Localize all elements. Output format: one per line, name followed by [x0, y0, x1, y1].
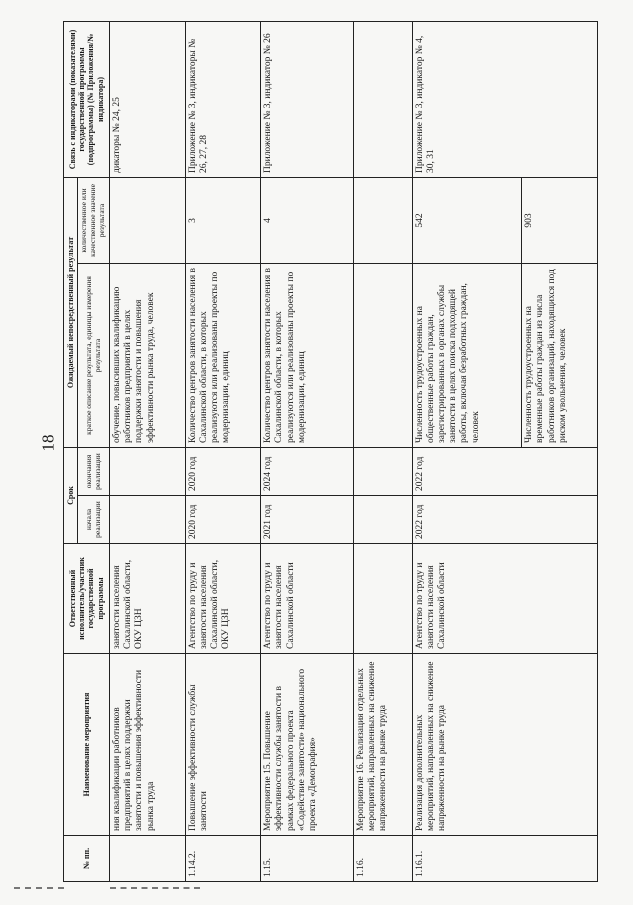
cell-no — [109, 836, 185, 882]
table-row — [185, 22, 261, 882]
cell-result-desc: Количество центров занятости населения в Сахалинской области, в которых реализуются или реализованы проекты по модернизации, единиц — [261, 264, 354, 448]
header-link: Связь с индикаторами (показателями) государственной программы (подпрограммы) (№ Приложения/№ индикатора) — [64, 22, 110, 178]
header-responsible: Ответственный исполнитель/участник государственной программы — [64, 544, 110, 654]
cell-responsible: занятости населения Сахалинской области, ОКУ ЦЗН — [109, 544, 185, 654]
cell-start — [109, 496, 185, 544]
cell-link: Приложение № 3, индикаторы № 26, 27, 28 — [185, 22, 261, 178]
header-no: № пп. — [64, 836, 110, 882]
header-name: Наименование мероприятия — [64, 654, 110, 836]
cell-name: Реализация дополнительных мероприятий, направленных на снижение напряженности на рынке труда — [412, 654, 597, 836]
cell-start — [353, 496, 412, 544]
cell-result-desc: Численность трудоустроенных на временные работы граждан из числа работников организаций, находящихся под риском увольнения, человек — [522, 264, 598, 448]
cell-responsible — [353, 544, 412, 654]
cell-no: 1.14.2. — [185, 836, 261, 882]
cell-end: 2024 год — [261, 448, 354, 496]
cell-name: Повышение эффективности службы занятости — [185, 654, 261, 836]
cell-result-desc: Численность трудоустроенных на общественные работы граждан, зарегистрированных в органах службы занятости в целях поиска подходящей работы, включая безработных граждан, человек — [412, 264, 522, 448]
cell-start: 2021 год — [261, 496, 354, 544]
header-period-end: окончания реализации — [78, 448, 110, 496]
cell-result-desc: обучение, повысивших квалификацию работников предприятий в целях поддержки занятости и повышения эффективности рынка труда, человек — [109, 264, 185, 448]
table-row — [261, 22, 354, 882]
scan-artifact-line — [14, 887, 64, 891]
cell-name: ния квалификации работников предприятий в целях поддержки занятости и повышения эффективности рынка труда — [109, 654, 185, 836]
cell-responsible: Агентство по труду и занятости населения Сахалинской области — [412, 544, 597, 654]
header-period: Срок — [64, 448, 78, 544]
cell-result-value — [353, 178, 412, 264]
cell-no: 1.16. — [353, 836, 412, 882]
cell-responsible: Агентство по труду и занятости населения Сахалинской области — [261, 544, 354, 654]
results-table — [63, 21, 598, 882]
header-result-desc: краткое описание результата, единицы измерения результата — [78, 264, 110, 448]
rotated-table-wrapper — [63, 22, 598, 882]
cell-no: 1.16.1. — [412, 836, 597, 882]
header-result: Ожидаемый непосредственный результат — [64, 178, 78, 448]
scan-artifact-line — [110, 887, 200, 891]
cell-result-value: 903 — [522, 178, 598, 264]
cell-end — [109, 448, 185, 496]
cell-no: 1.15. — [261, 836, 354, 882]
table-row — [109, 22, 185, 882]
cell-end — [353, 448, 412, 496]
page-number: 18 — [38, 434, 58, 452]
header-period-start: начала реализации — [78, 496, 110, 544]
cell-result-value — [109, 178, 185, 264]
cell-start: 2020 год — [185, 496, 261, 544]
cell-end: 2022 год — [412, 448, 597, 496]
cell-end: 2020 год — [185, 448, 261, 496]
cell-link: Приложение № 3, индикатор № 4, 30, 31 — [412, 22, 597, 178]
cell-result-value: 4 — [261, 178, 354, 264]
table-row — [412, 22, 522, 882]
table-row — [353, 22, 412, 882]
cell-result-desc — [353, 264, 412, 448]
table-header-row — [64, 22, 78, 882]
header-result-value: количественное или качественное значение результата — [78, 178, 110, 264]
cell-result-value: 542 — [412, 178, 522, 264]
cell-responsible: Агентство по труду и занятости населения Сахалинской области, ОКУ ЦЗН — [185, 544, 261, 654]
cell-name: Мероприятие 15. Повышение эффективности службы занятости в рамках федерального проекта «Содействие занятости» национального проекта «Демография» — [261, 654, 354, 836]
cell-link — [353, 22, 412, 178]
cell-link: Приложение № 3, индикатор № 26 — [261, 22, 354, 178]
cell-result-desc: Количество центров занятости населения в Сахалинской области, в которых реализуются или реализованы проекты по модернизации, единиц — [185, 264, 261, 448]
cell-link: дикаторы № 24, 25 — [109, 22, 185, 178]
cell-start: 2022 год — [412, 496, 597, 544]
cell-name: Мероприятие 16. Реализация отдельных мероприятий, направленных на снижение напряженности на рынке труда — [353, 654, 412, 836]
cell-result-value: 3 — [185, 178, 261, 264]
